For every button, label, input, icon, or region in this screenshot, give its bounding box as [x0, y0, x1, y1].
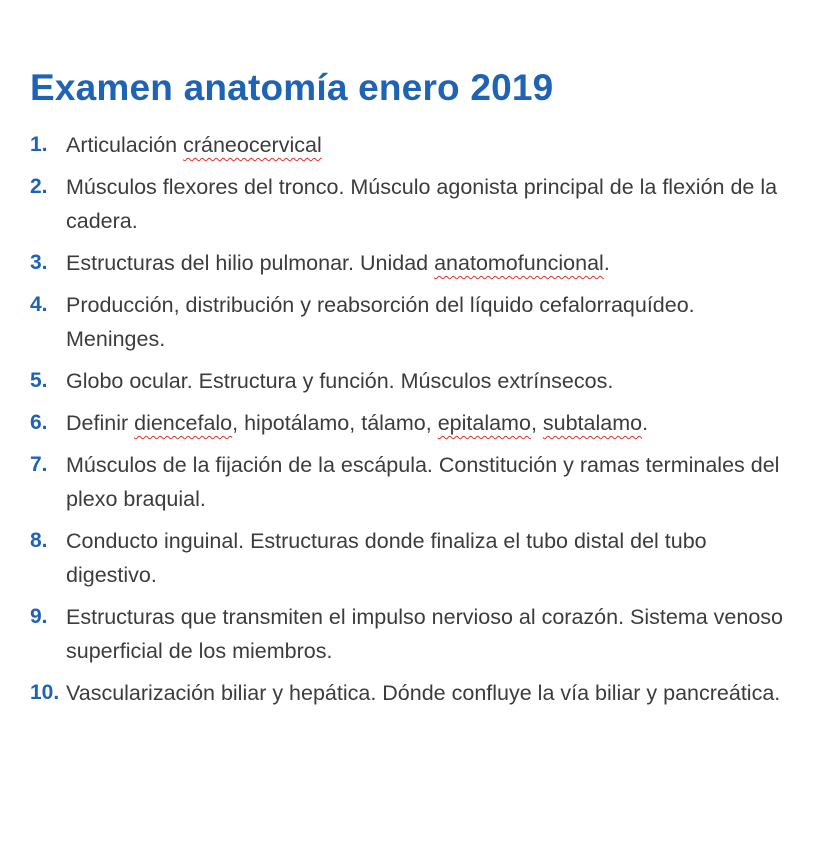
question-number: 10. — [30, 681, 60, 704]
question-number: 5. — [30, 369, 48, 392]
list-item — [30, 406, 790, 440]
question-text: Músculos flexores del tronco. Músculo agonista principal de la flexión de la cadera. — [66, 175, 778, 233]
question-text-segment: Estructuras del hilio pulmonar. Unidad — [66, 251, 435, 275]
list-item — [30, 246, 790, 280]
question-number: 9. — [30, 605, 48, 628]
question-number: 6. — [30, 411, 48, 434]
question-text: Estructuras que transmiten el impulso nervioso al corazón. Sistema venoso superficial de los miembros. — [66, 605, 784, 663]
question-text: Globo ocular. Estructura y función. Músculos extrínsecos. — [66, 369, 614, 393]
list-item — [30, 600, 790, 668]
question-text — [66, 406, 790, 440]
document-title: Examen anatomía enero 2019 — [30, 67, 554, 108]
misspelled-word: anatomofuncional — [434, 251, 604, 275]
question-number: 7. — [30, 453, 48, 476]
question-number: 8. — [30, 529, 48, 552]
question-number: 2. — [30, 175, 48, 198]
question-text-segment: , — [530, 411, 543, 435]
list-item — [30, 288, 790, 356]
question-text: Producción, distribución y reabsorción del líquido cefalorraquídeo. Meninges. — [66, 293, 695, 351]
misspelled-word: diencefalo — [134, 411, 233, 435]
misspelled-word: epitalamo — [437, 411, 531, 435]
question-text: Músculos de la fijación de la escápula. Constitución y ramas terminales del plexo braquial. — [66, 453, 780, 511]
question-number: 1. — [30, 133, 48, 156]
list-item — [30, 448, 790, 516]
list-item — [30, 364, 790, 398]
list-item — [30, 676, 790, 710]
list-item — [30, 170, 790, 238]
list-item — [30, 128, 790, 162]
question-number: 4. — [30, 293, 48, 316]
question-text — [66, 246, 790, 280]
question-text-segment: Articulación — [66, 133, 184, 157]
misspelled-word: subtalamo — [542, 411, 643, 435]
list-item — [30, 524, 790, 592]
question-number: 3. — [30, 251, 48, 274]
question-text-segment: . — [603, 251, 610, 275]
question-text — [66, 128, 790, 162]
question-text: Conducto inguinal. Estructuras donde finaliza el tubo distal del tubo digestivo. — [66, 529, 707, 587]
question-text-segment: Definir — [66, 411, 135, 435]
question-text-segment: , hipotálamo, tálamo, — [232, 411, 438, 435]
question-list — [30, 128, 790, 718]
question-text-segment: . — [642, 411, 649, 435]
misspelled-word: cráneocervical — [183, 133, 322, 157]
question-text: Vascularización biliar y hepática. Dónde confluye la vía biliar y pancreática. — [66, 681, 781, 705]
